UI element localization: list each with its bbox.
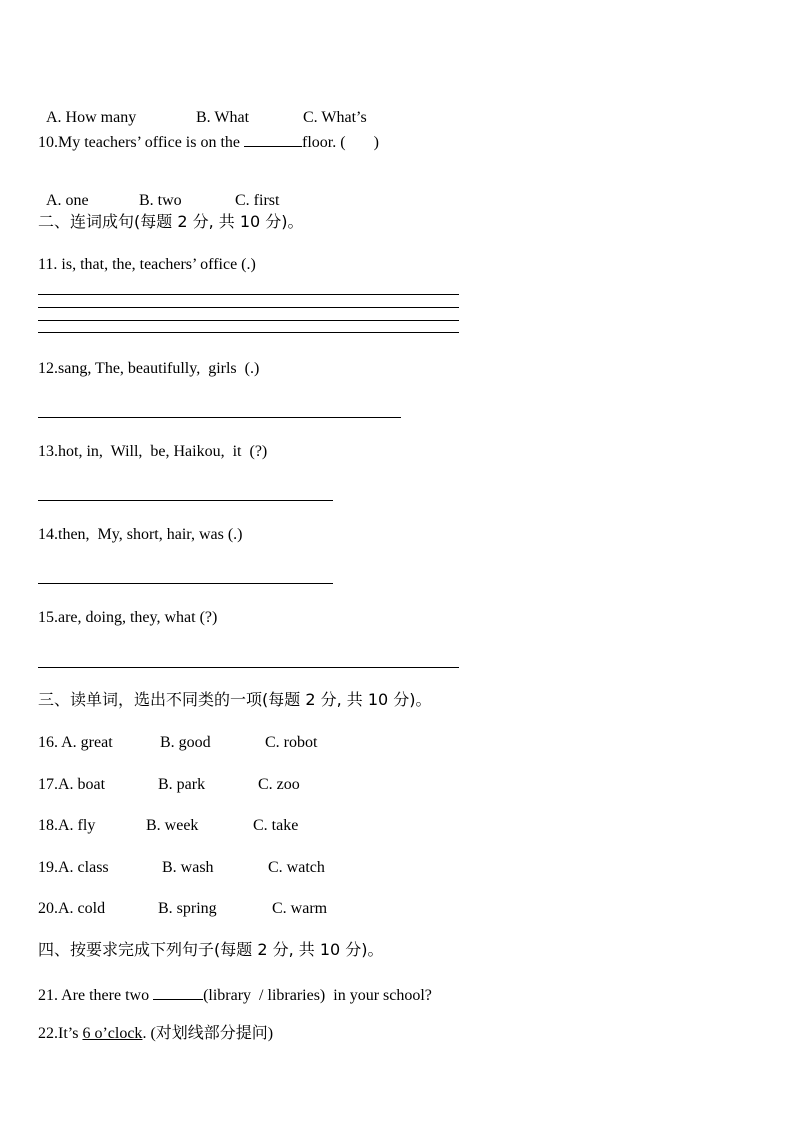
q12-text: sang, The, beautifully, girls (.) [58,360,260,377]
q12-answer-line[interactable] [38,417,401,418]
section2-title: 二、连词成句(每题 2 分, 共 10 分)。 [38,212,304,231]
q10-number: 10. [38,134,58,151]
section4-title: 四、按要求完成下列句子(每题 2 分, 共 10 分)。 [38,940,384,959]
q17-option-b: B. park [158,776,206,793]
q11-number: 11 [38,256,54,273]
q18-number: 18. [38,817,58,834]
q12-number: 12. [38,360,58,377]
q18-question [38,816,298,836]
q14-question [38,525,243,545]
q18-option-a: A. fly [58,817,96,834]
q20-option-c: C. warm [272,900,328,917]
q9-option-a: A. How many [46,109,137,126]
q14-answer-line[interactable] [38,583,333,584]
q9-option-b: B. What [196,109,250,126]
q14-number: 14. [38,526,58,543]
q17-option-c: C. zoo [258,776,300,793]
q12-question [38,359,259,379]
q14-text: then, My, short, hair, was (.) [58,526,243,543]
q18-option-c: C. take [253,817,299,834]
q21-question [38,983,432,1006]
q22-question [38,1024,273,1044]
q15-number: 15. [38,609,58,626]
q16-question [38,733,317,753]
q10-options [38,171,279,211]
q15-answer-line[interactable] [38,667,459,668]
q22-number: 22. [38,1025,58,1042]
q10-option-a: A. one [46,192,89,209]
q13-number: 13. [38,443,58,460]
q13-text: hot, in, Will, be, Haikou, it (?) [58,443,268,460]
q11-answer-line-1[interactable] [38,294,459,295]
q11-answer-line-2[interactable] [38,307,459,308]
q19-number: 19. [38,859,58,876]
q16-option-b: B. good [160,734,211,751]
q20-option-a: A. cold [58,900,106,917]
q15-text: are, doing, they, what (?) [58,609,218,626]
q9-options [38,88,367,128]
q10-option-b: B. two [139,192,182,209]
q10-answer-blank[interactable] [244,130,302,147]
q22-text-before: It’s [58,1025,83,1042]
q11-answer-line-4[interactable] [38,332,459,333]
q10-question [38,130,379,153]
q9-option-c: C. What’s [303,109,367,126]
q22-text-after: . (对划线部分提问) [142,1025,274,1042]
q13-question [38,442,267,462]
q11-text: . is, that, the, teachers’ office (.) [53,256,256,273]
q20-number: 20. [38,900,58,917]
q13-answer-line[interactable] [38,500,333,501]
q10-option-c: C. first [235,192,280,209]
q21-text-after: (library / libraries) in your school? [203,987,432,1004]
q10-text-after: floor. ( [302,134,346,151]
q11-answer-line-3[interactable] [38,320,459,321]
q10-text-before: My teachers’ office is on the [58,134,245,151]
q19-option-a: A. class [58,859,109,876]
q21-text-before: . Are there two [54,987,154,1004]
q17-option-a: A. boat [58,776,106,793]
section3-title: 三、读单词，选出不同类的一项(每题 2 分, 共 10 分)。 [38,690,432,709]
q21-answer-blank[interactable] [153,983,203,1000]
q19-option-c: C. watch [268,859,325,876]
q17-question [38,775,300,795]
q16-number: 16 [38,734,54,751]
q16-option-a: . A. great [54,734,113,751]
q18-option-b: B. week [146,817,199,834]
q11-question [38,255,256,275]
q10-close-paren: ) [373,134,379,151]
q21-number: 21 [38,987,54,1004]
q16-option-c: C. robot [265,734,318,751]
q15-question [38,608,217,628]
q20-question [38,899,327,919]
q19-question [38,858,325,878]
q22-underlined-phrase: 6 o’clock [82,1025,143,1042]
q17-number: 17. [38,776,58,793]
q20-option-b: B. spring [158,900,217,917]
q19-option-b: B. wash [162,859,214,876]
